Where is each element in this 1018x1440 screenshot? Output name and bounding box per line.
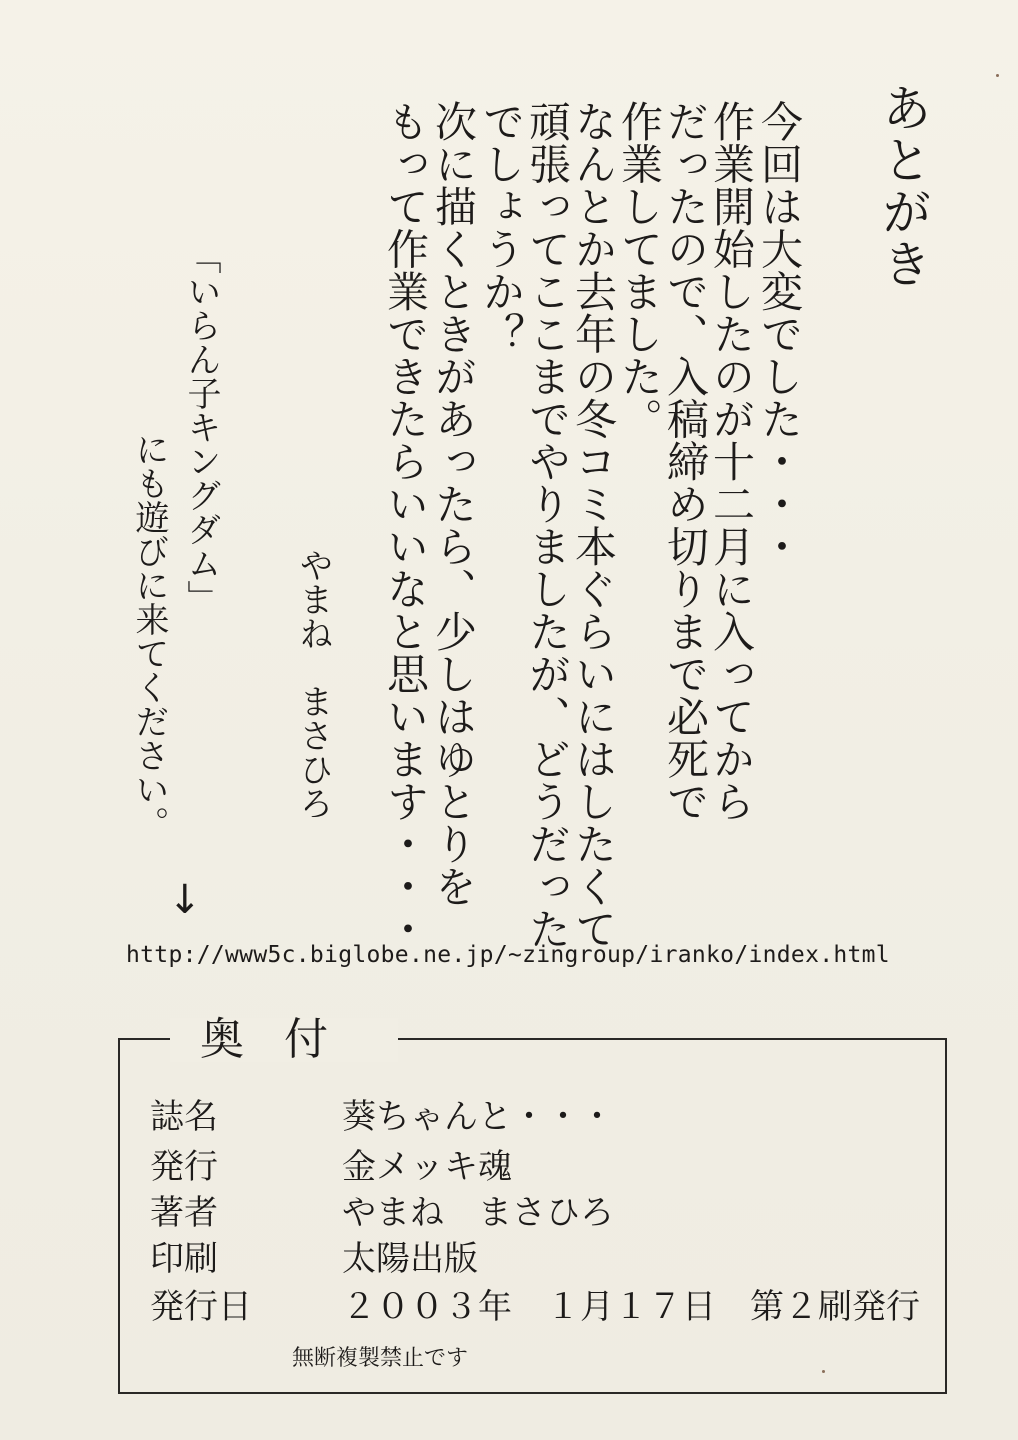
afterword-line: 作業してました。 [615, 100, 664, 440]
colophon-label: 発行 [150, 1147, 218, 1187]
afterword-line: だったので、入稿締め切りまで必死で [661, 100, 710, 823]
afterword-line: もって作業できたらいいなと思います・・・ [381, 100, 430, 950]
copyright-notice: 無断複製禁止です [292, 1346, 469, 1371]
afterword-line: 今回は大変でした・・・ [755, 100, 804, 568]
colophon-value: 葵ちゃんと・・・ [342, 1097, 614, 1137]
colophon-value: 太陽出版 [342, 1239, 478, 1279]
afterword-line: 作業開始したのが十二月に入ってから [707, 100, 756, 823]
colophon-value: ２００３年 １月１７日 第２刷発行 [342, 1287, 920, 1327]
site-name: 「いらん子キングダム」 [181, 240, 221, 614]
afterword-line: でしょうか？ [477, 100, 526, 355]
scan-speck [996, 74, 999, 77]
invite-message: にも遊びに来てください。 [129, 432, 169, 840]
afterword-line: 次に描くときがあったら、少しはゆとりを [429, 100, 478, 908]
afterword-signature: やまね まさひろ [293, 548, 333, 820]
down-arrow-icon: ↓ [168, 877, 202, 923]
colophon-label: 誌名 [150, 1097, 218, 1137]
colophon-value: 金メッキ魂 [342, 1147, 512, 1187]
afterword-line: なんとか去年の冬コミ本ぐらいにはしたくて [569, 100, 618, 950]
afterword-title: あとがき [874, 82, 932, 290]
colophon-value: やまね まさひろ [342, 1193, 614, 1233]
colophon-label: 印刷 [150, 1239, 218, 1279]
colophon-label: 著者 [150, 1193, 218, 1233]
colophon-title: 奥付 [170, 1018, 398, 1062]
afterword-line: 頑張ってここまでやりましたが、どうだった [523, 100, 572, 950]
site-url[interactable]: http://www5c.biglobe.ne.jp/~zingroup/iranko/index.html [126, 942, 890, 968]
colophon-label: 発行日 [150, 1287, 252, 1327]
